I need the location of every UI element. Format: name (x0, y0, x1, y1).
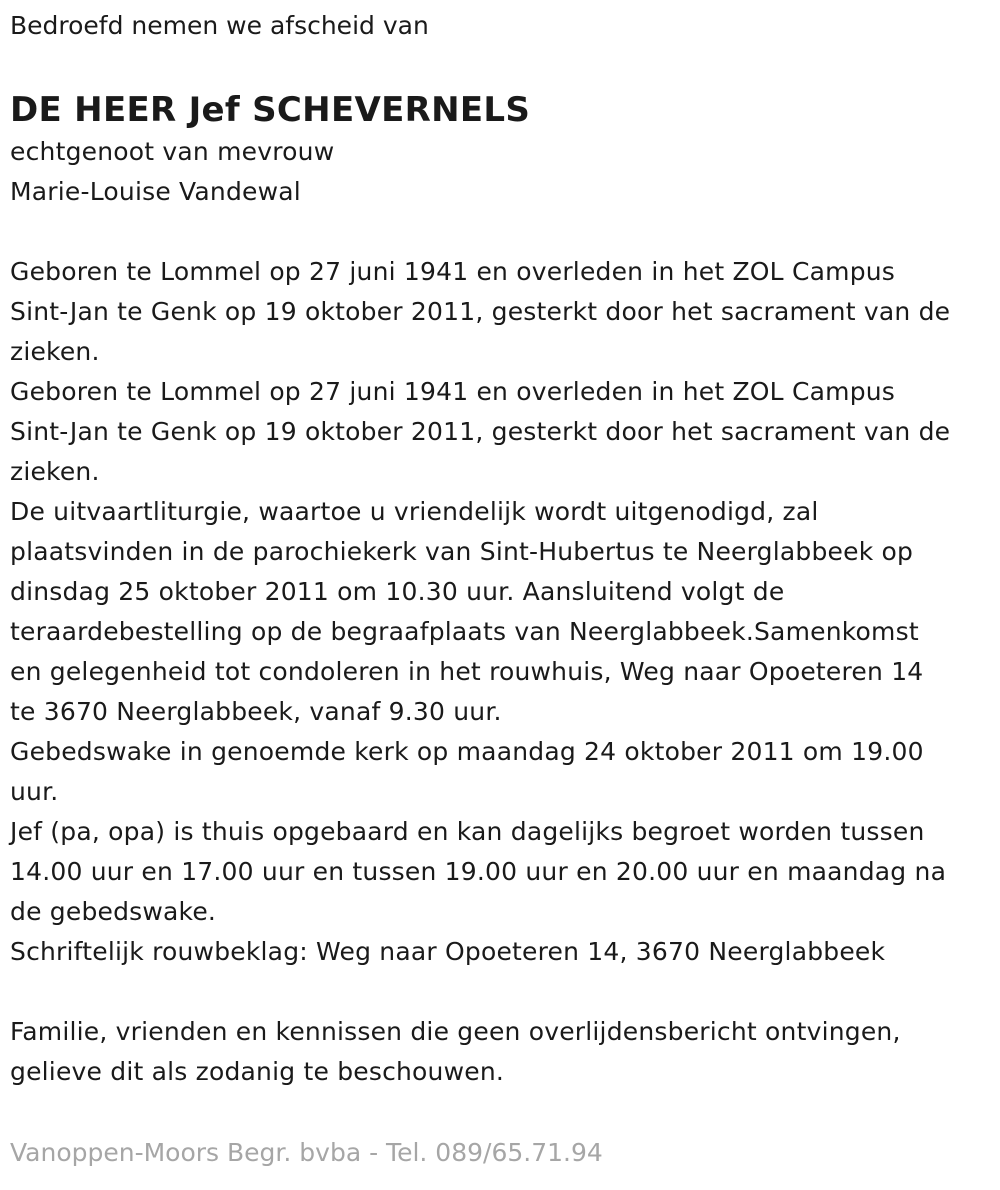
details-block (10, 252, 990, 972)
body-line: zieken. (10, 457, 100, 486)
body-line: Sint-Jan te Genk op 19 oktober 2011, gesterkt door het sacrament van de (10, 297, 951, 326)
body-line: plaatsvinden in de parochiekerk van Sint-Hubertus te Neerglabbeek op (10, 537, 914, 566)
body-line: Schriftelijk rouwbeklag: Weg naar Opoeteren 14, 3670 Neerglabbeek (10, 937, 886, 966)
body-line: De uitvaartliturgie, waartoe u vriendelijk wordt uitgenodigd, zal (10, 497, 819, 526)
body-line: zieken. (10, 337, 100, 366)
body-line: 14.00 uur en 17.00 uur en tussen 19.00 uur en 20.00 uur en maandag na (10, 857, 947, 886)
spouse-block (10, 132, 990, 212)
closing-line: Familie, vrienden en kennissen die geen overlijdensbericht ontvingen, (10, 1017, 901, 1046)
body-line: teraardebestelling op de begraafplaats van Neerglabbeek.Samenkomst (10, 617, 919, 646)
body-line: Geboren te Lommel op 27 juni 1941 en overleden in het ZOL Campus (10, 377, 896, 406)
spouse-line: Marie-Louise Vandewal (10, 177, 301, 206)
body-line: Gebedswake in genoemde kerk op maandag 24 oktober 2011 om 19.00 (10, 737, 924, 766)
deceased-name: DE HEER Jef SCHEVERNELS (10, 90, 531, 130)
closing-line: gelieve dit als zodanig te beschouwen. (10, 1057, 505, 1086)
body-line: en gelegenheid tot condoleren in het rouwhuis, Weg naar Opoeteren 14 (10, 657, 924, 686)
body-line: Geboren te Lommel op 27 juni 1941 en overleden in het ZOL Campus (10, 257, 896, 286)
body-line: de gebedswake. (10, 897, 217, 926)
body-line: te 3670 Neerglabbeek, vanaf 9.30 uur. (10, 697, 502, 726)
body-line: Jef (pa, opa) is thuis opgebaard en kan dagelijks begroet worden tussen (10, 817, 925, 846)
spouse-line: echtgenoot van mevrouw (10, 137, 335, 166)
body-line: Sint-Jan te Genk op 19 oktober 2011, gesterkt door het sacrament van de (10, 417, 951, 446)
funeral-home-footer: Vanoppen-Moors Begr. bvba - Tel. 089/65.71.94 (10, 1138, 603, 1167)
intro-text: Bedroefd nemen we afscheid van (10, 11, 429, 40)
body-line: dinsdag 25 oktober 2011 om 10.30 uur. Aansluitend volgt de (10, 577, 785, 606)
body-line: uur. (10, 777, 59, 806)
closing-block (10, 1012, 990, 1092)
